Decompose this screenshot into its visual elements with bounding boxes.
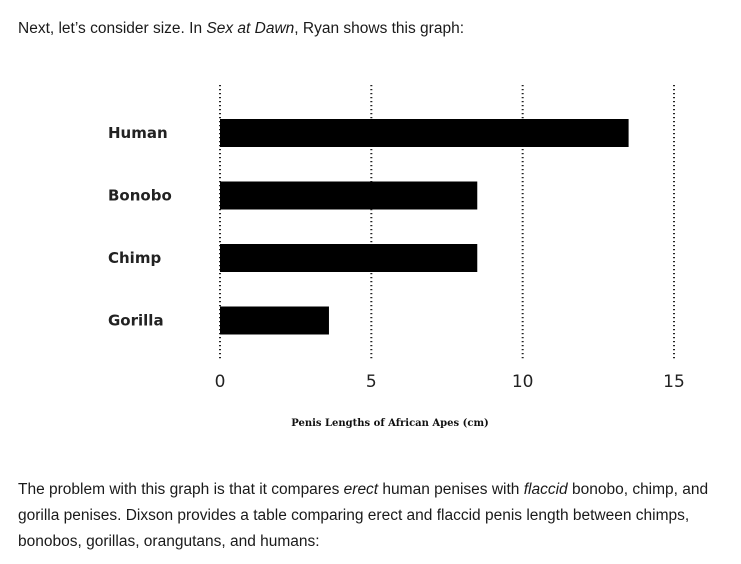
conclusion-text-2: human penises with — [378, 481, 524, 498]
bar-human — [220, 119, 629, 147]
intro-text-after: , Ryan shows this graph: — [294, 20, 465, 37]
emphasis-flaccid: flaccid — [523, 481, 568, 498]
bar-bonobo — [220, 182, 477, 210]
book-title: Sex at Dawn — [206, 20, 295, 37]
tick-label-0: 0 — [214, 372, 226, 392]
x-axis-title: Penis Lengths of African Apes (cm) — [291, 418, 489, 429]
emphasis-erect: erect — [343, 481, 379, 498]
category-label-bonobo: Bonobo — [108, 186, 172, 205]
tick-label-15: 15 — [663, 372, 685, 392]
conclusion-paragraph — [18, 477, 730, 555]
category-label-chimp: Chimp — [108, 249, 162, 267]
category-label-gorilla: Gorilla — [108, 311, 164, 330]
conclusion-text-1: The problem with this graph is that it compares — [18, 481, 344, 498]
category-label-human: Human — [108, 124, 168, 142]
conclusion-text-3: bonobo, chimp, and gorilla penises. Dixson provides a table comparing erect and flaccid penis length between chimps, bonobos, gorillas, orangutans, and humans: — [18, 481, 709, 550]
bar-gorilla — [220, 307, 329, 335]
tick-label-5: 5 — [365, 372, 377, 392]
tick-label-10: 10 — [511, 372, 534, 392]
bar-chimp — [220, 244, 477, 272]
intro-text-before: Next, let’s consider size. In — [18, 20, 207, 37]
